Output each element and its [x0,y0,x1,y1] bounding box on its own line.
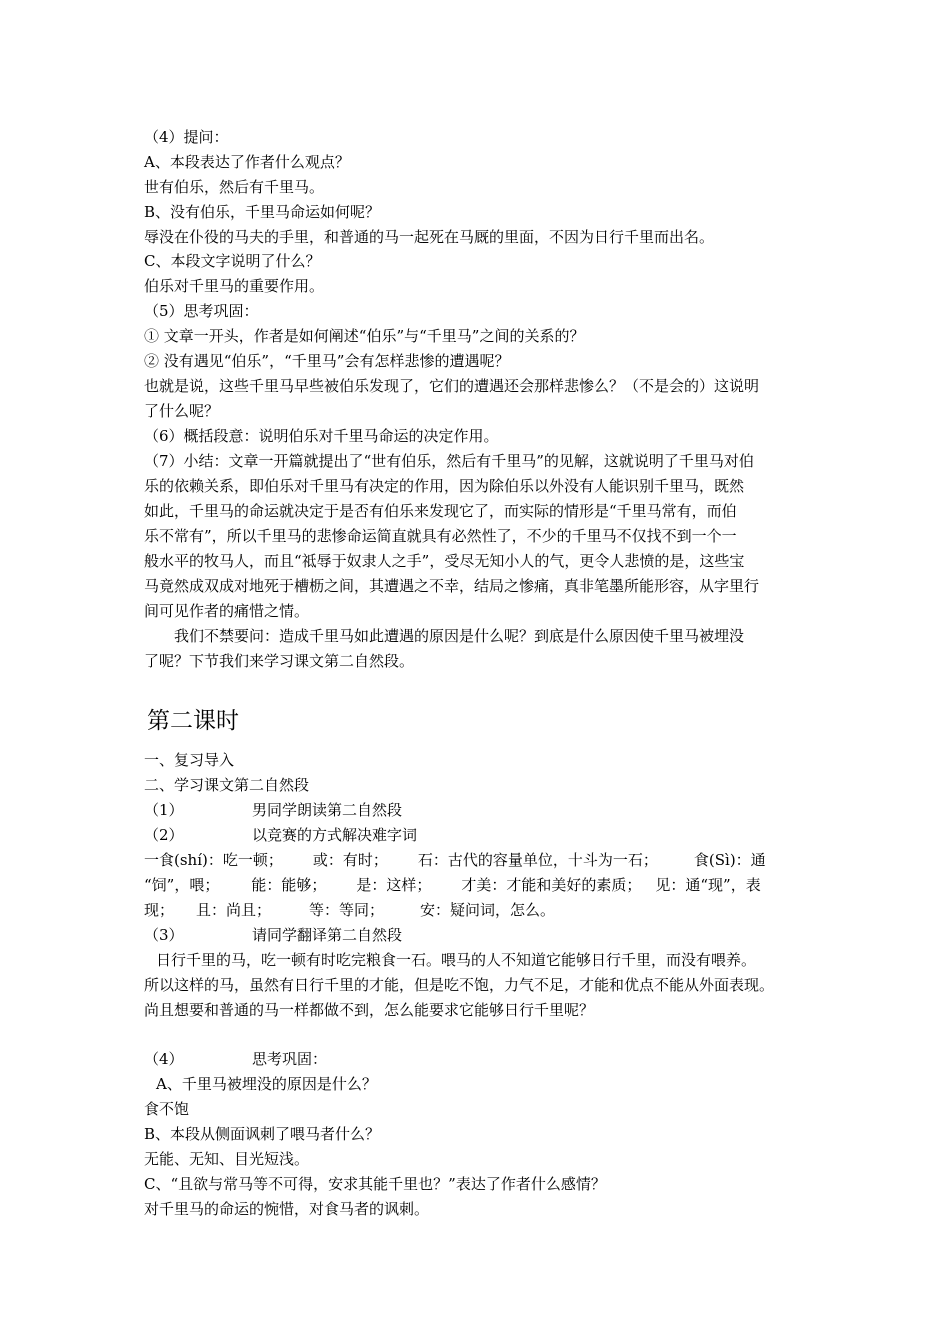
vocab-entry: “饲”，喂； [144,876,220,894]
step-number: （1） [144,801,184,819]
q4-title: （4）提问： [144,128,229,146]
step-number: （3） [144,926,184,944]
step-text: 请同学翻译第二自然段 [252,926,403,944]
vocab-entry: 等：等同； [309,901,385,919]
vocab-entry: 安：疑问词，怎么。 [420,901,556,919]
vocab-line-1 [144,850,766,870]
translation-line: 所以这样的马，虽然有日行千里的才能，但是吃不饱，力气不足，才能和优点不能从外面表现。 [144,976,775,994]
answer-c: 伯乐对千里马的重要作用。 [144,277,325,295]
q5-item-3-line-1: 也就是说，这些千里马早些被伯乐发现了，它们的遭遇还会那样悲惨么？（不是会的）这说明 [144,377,760,395]
vocab-entry: 见：通“现”，表 [655,876,761,894]
summary-line: （7）小结：文章一开篇就提出了“世有伯乐，然后有千里马”的见解，这就说明了千里马对伯 [144,452,754,470]
step-number: （2） [144,826,184,844]
answer-b-2: 无能、无知、目光短浅。 [144,1150,310,1168]
q5-item-2: ② 没有遇见“伯乐”，“千里马”会有怎样悲惨的遭遇呢？ [144,352,510,370]
vocab-entry: 现； [144,901,175,919]
summary-line: 乐的依赖关系，即伯乐对千里马有决定的作用，因为除伯乐以外没有人能识别千里马，既然 [144,477,745,495]
summary-line: 间可见作者的痛惜之情。 [144,602,310,620]
vocab-entry: 才美：才能和美好的素质； [461,876,642,894]
question-c-2: C、“且欲与常马等不可得，安求其能千里也？”表达了作者什么感情？ [144,1175,606,1193]
step-text: 男同学朗读第二自然段 [252,801,403,819]
vocab-entry: 或：有时； [312,851,388,869]
vocab-entry: 石：古代的容量单位，十斗为一石； [417,851,658,869]
vocab-entry: 是：这样； [356,876,432,894]
step-2 [144,825,417,845]
summary-line: 如此，千里马的命运就决定于是否有伯乐来发现它了，而实际的情形是“千里马常有，而伯 [144,502,737,520]
vocab-entry: 能：能够； [251,876,327,894]
translation-line: 日行千里的马，吃一顿有时吃完粮食一石。喂马的人不知道它能够日行千里，而没有喂养。 [156,951,757,969]
question-b: B、没有伯乐，千里马命运如何呢？ [144,203,381,221]
question-c: C、本段文字说明了什么？ [144,252,321,270]
q6-summary-meaning: （6）概括段意：说明伯乐对千里马命运的决定作用。 [144,427,499,445]
answer-a: 世有伯乐，然后有千里马。 [144,178,325,196]
q5-item-1: ① 文章一开头，作者是如何阐述“伯乐”与“千里马”之间的关系的？ [144,327,585,345]
summary-line: 般水平的牧马人，而且“祗辱于奴隶人之手”，受尽无知小人的气，更令人悲愤的是，这些宝 [144,552,745,570]
vocab-entry: 食(Sì)：通 [693,851,766,869]
closing-line: 我们不禁要问：造成千里马如此遭遇的原因是什么呢？到底是什么原因使千里马被埋没 [174,627,745,645]
question-b-2: B、本段从侧面讽刺了喂马者什么？ [144,1125,381,1143]
step-3 [144,925,402,945]
item-study: 二、学习课文第二自然段 [144,776,310,794]
answer-c-2: 对千里马的命运的惋惜，对食马者的讽刺。 [144,1200,430,1218]
step-number: （4） [144,1050,184,1068]
question-a: A、本段表达了作者什么观点？ [144,153,350,171]
item-review: 一、复习导入 [144,751,235,769]
q5-item-3-line-2: 了什么呢？ [144,402,220,420]
vocab-line-3 [144,900,555,920]
answer-a-2: 食不饱 [144,1100,190,1118]
q5-title: （5）思考巩固： [144,302,259,320]
summary-line: 乐不常有”，所以千里马的悲惨命运简直就具有必然性了，不少的千里马不仅找不到一个一 [144,527,737,545]
closing-line: 了呢？下节我们来学习课文第二自然段。 [144,652,415,670]
vocab-entry: 一食(shí)：吃一顿； [144,851,283,869]
translation-line: 尚且想要和普通的马一样都做不到，怎么能要求它能够日行千里呢？ [144,1001,595,1019]
step-text: 以竞赛的方式解决难字词 [252,826,418,844]
step-4 [144,1049,327,1069]
vocab-entry: 且：尚且； [196,901,272,919]
step-1 [144,800,402,820]
question-a-2: A、千里马被埋没的原因是什么？ [156,1075,377,1093]
step-text: 思考巩固： [252,1050,328,1068]
summary-line: 马竟然成双成对地死于槽枥之间，其遭遇之不幸，结局之惨痛，真非笔墨所能形容，从字里行 [144,577,760,595]
answer-b: 辱没在仆役的马夫的手里，和普通的马一起死在马厩的里面，不因为日行千里而出名。 [144,228,715,246]
vocab-line-2 [144,875,761,895]
lesson-heading: 第二课时 [147,708,239,734]
